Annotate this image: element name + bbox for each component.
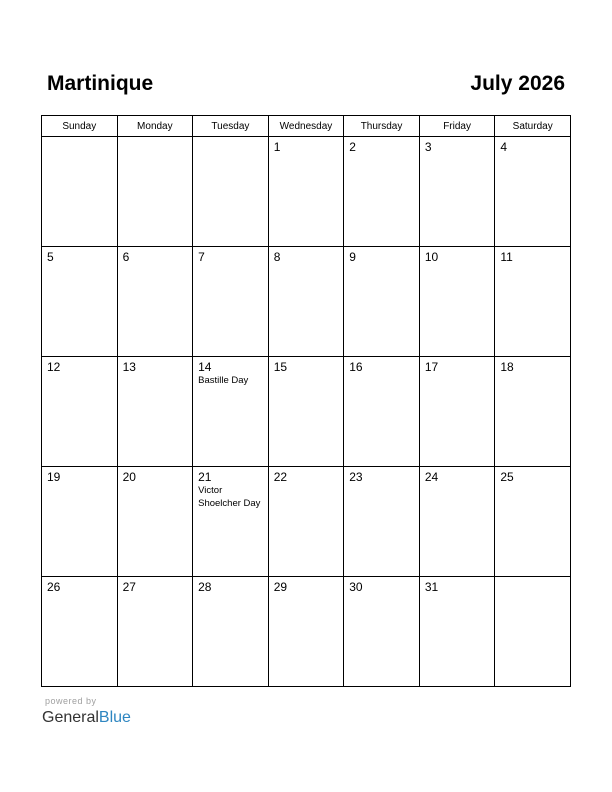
week-row <box>42 357 571 467</box>
day-cell <box>42 357 118 467</box>
day-number: 15 <box>273 360 288 374</box>
day-cell <box>117 247 193 357</box>
day-number: 14 <box>198 360 212 374</box>
day-number: 24 <box>424 470 439 484</box>
day-cell <box>193 357 269 467</box>
day-number: 6 <box>122 250 130 264</box>
day-number: 3 <box>424 140 432 154</box>
weekday-monday: Monday <box>117 116 193 137</box>
day-cell <box>419 137 495 247</box>
day-cell <box>419 247 495 357</box>
day-cell <box>419 357 495 467</box>
day-cell <box>344 247 420 357</box>
day-number: 31 <box>424 580 439 594</box>
weekday-tuesday: Tuesday <box>193 116 269 137</box>
day-cell <box>344 577 420 687</box>
day-number: 26 <box>47 580 61 594</box>
day-number: 8 <box>273 250 281 264</box>
day-number: 27 <box>122 580 136 594</box>
day-cell <box>42 577 118 687</box>
day-number: 16 <box>349 360 363 374</box>
day-number <box>42 137 117 140</box>
day-cell <box>268 137 344 247</box>
day-cell <box>42 467 118 577</box>
day-cell <box>419 577 495 687</box>
day-cell <box>495 247 571 357</box>
brand-blue-text: Blue <box>98 709 131 726</box>
day-cell <box>42 137 118 247</box>
week-row <box>42 577 571 687</box>
day-number: 13 <box>122 360 136 374</box>
day-cell <box>495 137 571 247</box>
day-number: 22 <box>273 470 288 484</box>
week-row <box>42 137 571 247</box>
day-cell <box>268 247 344 357</box>
day-cell <box>117 467 193 577</box>
day-cell <box>268 577 344 687</box>
day-number: 18 <box>500 360 514 374</box>
day-cell <box>495 577 571 687</box>
day-number: 21 <box>198 470 212 484</box>
calendar-month-title: July 2026 <box>470 72 565 95</box>
day-cell <box>193 467 269 577</box>
day-cell <box>268 357 344 467</box>
weekday-thursday: Thursday <box>344 116 420 137</box>
day-number: 9 <box>349 250 356 264</box>
day-number: 4 <box>500 140 508 154</box>
day-number: 17 <box>424 360 439 374</box>
holiday-label: Victor Shoelcher Day <box>198 485 261 509</box>
day-number: 5 <box>47 250 54 264</box>
week-row <box>42 247 571 357</box>
day-number: 23 <box>349 470 363 484</box>
footer-branding <box>42 696 131 728</box>
day-cell <box>193 137 269 247</box>
day-number: 19 <box>47 470 61 484</box>
powered-by-text: powered by <box>45 696 97 706</box>
day-number: 25 <box>500 470 514 484</box>
day-number: 1 <box>273 140 281 154</box>
day-number: 30 <box>349 580 363 594</box>
day-cell <box>344 357 420 467</box>
weekday-header-row <box>42 116 571 137</box>
weekday-saturday: Saturday <box>495 116 571 137</box>
day-number <box>118 137 193 140</box>
generalblue-logo[interactable] <box>42 708 131 728</box>
day-cell <box>117 137 193 247</box>
holiday-label: Bastille Day <box>198 375 249 386</box>
day-number: 20 <box>122 470 136 484</box>
day-cell <box>268 467 344 577</box>
day-number: 29 <box>273 580 288 594</box>
day-cell <box>419 467 495 577</box>
calendar-grid <box>41 115 571 687</box>
day-number: 2 <box>349 140 356 154</box>
day-cell <box>193 247 269 357</box>
brand-general-text: General <box>42 709 99 726</box>
day-number <box>193 137 268 140</box>
week-row <box>42 467 571 577</box>
day-number: 10 <box>424 250 439 264</box>
day-cell <box>344 467 420 577</box>
day-cell <box>495 467 571 577</box>
day-cell <box>193 577 269 687</box>
day-number: 7 <box>198 250 205 264</box>
weekday-sunday: Sunday <box>42 116 118 137</box>
weekday-friday: Friday <box>419 116 495 137</box>
day-number: 11 <box>500 250 513 264</box>
calendar-country-title: Martinique <box>47 72 154 95</box>
day-number <box>495 577 570 580</box>
day-number: 12 <box>47 360 61 374</box>
day-number: 28 <box>198 580 212 594</box>
day-cell <box>117 357 193 467</box>
day-cell <box>344 137 420 247</box>
day-cell <box>495 357 571 467</box>
weekday-wednesday: Wednesday <box>268 116 344 137</box>
day-cell <box>42 247 118 357</box>
day-cell <box>117 577 193 687</box>
